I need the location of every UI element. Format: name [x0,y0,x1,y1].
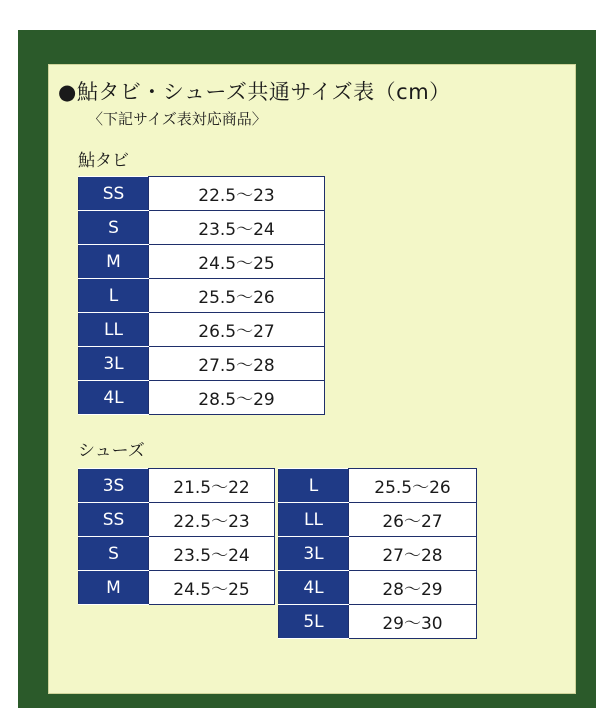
size-label-cell: 3L [279,537,349,571]
size-label-cell: 3S [79,469,149,503]
table-row [279,503,477,537]
size-range-cell: 27.5～28 [149,347,325,381]
table-row [79,177,325,211]
section-heading-tabi: 鮎タビ [78,151,129,171]
table-row [79,313,325,347]
size-label-cell: SS [79,177,149,211]
table-row [79,571,275,605]
table-row [79,381,325,415]
size-label-cell: S [79,211,149,245]
table-row [279,605,477,639]
size-label-cell: LL [79,313,149,347]
tabi-size-table [78,176,325,415]
size-label-cell: L [79,279,149,313]
size-range-cell: 29～30 [349,605,477,639]
table-row [79,245,325,279]
size-range-cell: 23.5～24 [149,537,275,571]
size-range-cell: 25.5～26 [349,469,477,503]
size-label-cell: M [79,245,149,279]
size-range-cell: 21.5～22 [149,469,275,503]
page-title: ●鮎タビ・シューズ共通サイズ表（cm） [58,80,451,104]
section-heading-shoes: シューズ [78,441,145,461]
size-range-cell: 24.5～25 [149,245,325,279]
table-row [279,571,477,605]
size-label-cell: 4L [279,571,349,605]
size-range-cell: 22.5～23 [149,177,325,211]
shoes-size-table-left [78,468,275,605]
size-label-cell: M [79,571,149,605]
table-row [79,211,325,245]
size-label-cell: LL [279,503,349,537]
size-range-cell: 23.5～24 [149,211,325,245]
size-label-cell: 3L [79,347,149,381]
size-range-cell: 28～29 [349,571,477,605]
size-label-cell: L [279,469,349,503]
size-range-cell: 26～27 [349,503,477,537]
size-range-cell: 26.5～27 [149,313,325,347]
size-label-cell: SS [79,503,149,537]
page-subtitle: 〈下記サイズ表対応商品〉 [88,110,267,128]
size-range-cell: 28.5～29 [149,381,325,415]
size-range-cell: 25.5～26 [149,279,325,313]
size-range-cell: 24.5～25 [149,571,275,605]
shoes-size-table-right [278,468,477,639]
table-row [279,469,477,503]
size-label-cell: 4L [79,381,149,415]
size-range-cell: 22.5～23 [149,503,275,537]
table-row [79,279,325,313]
size-label-cell: S [79,537,149,571]
table-row [79,537,275,571]
table-row [79,347,325,381]
table-row [79,503,275,537]
table-row [79,469,275,503]
size-label-cell: 5L [279,605,349,639]
table-row [279,537,477,571]
size-range-cell: 27～28 [349,537,477,571]
